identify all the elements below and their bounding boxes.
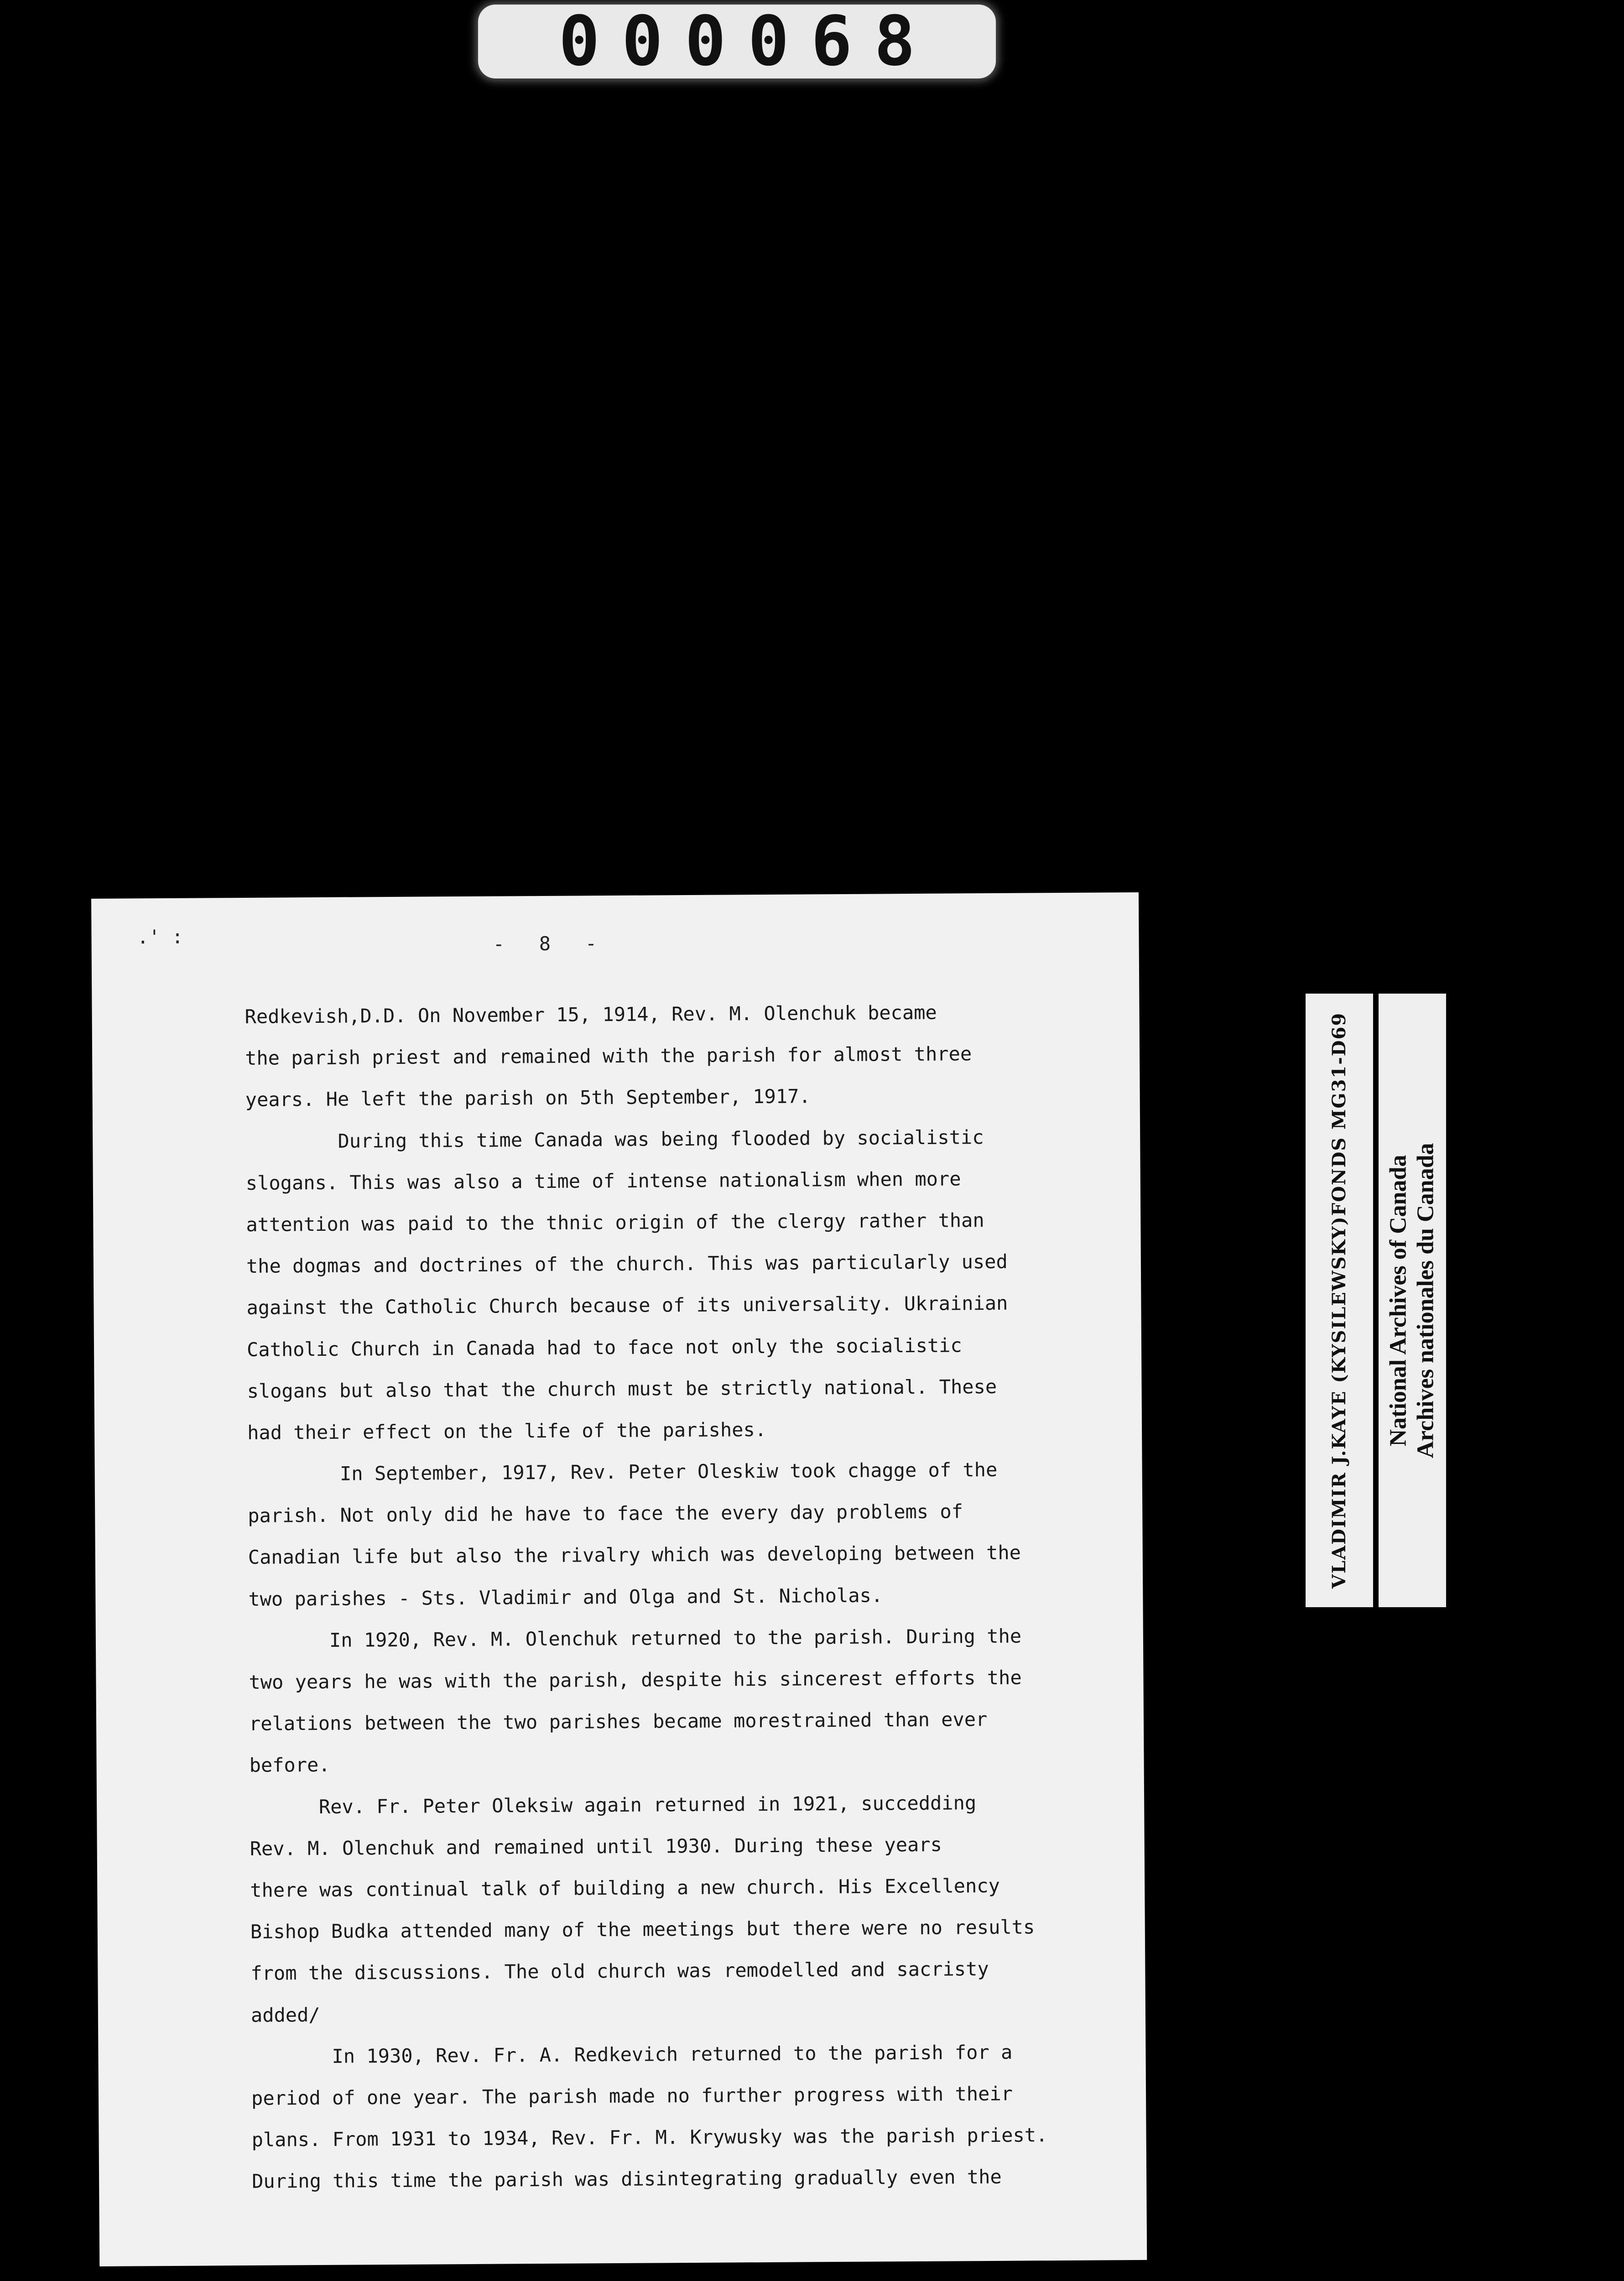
- text-line: Rev. M. Olenchuk and remained until 1930. During these years: [250, 1833, 942, 1860]
- archives-label: [1379, 994, 1446, 1607]
- text-line: there was continual talk of building a new church. His Excellency: [250, 1874, 1000, 1901]
- text-line: added/: [250, 2003, 320, 2026]
- text-line: slogans but also that the church must be strictly national. These: [247, 1375, 997, 1402]
- archives-label-text: [1385, 1143, 1440, 1458]
- text-line: plans. From 1931 to 1934, Rev. Fr. M. Krywusky was the parish priest.: [251, 2124, 1048, 2151]
- frame-counter: [478, 2, 996, 81]
- text-line: attention was paid to the thnic origin of the clergy rather than: [246, 1208, 984, 1236]
- text-line: years. He left the parish on 5th September, 1917.: [245, 1085, 811, 1111]
- document-page: [91, 892, 1147, 2266]
- text-line: two years he was with the parish, despite his sincerest efforts the: [249, 1666, 1022, 1693]
- text-line: During this time the parish was disintegrating gradually even the: [252, 2166, 1002, 2193]
- text-line: Catholic Church in Canada had to face not only the socialistic: [246, 1333, 962, 1361]
- text-line: Redkevish,D.D. On November 15, 1914, Rev. M. Olenchuk became: [245, 1001, 937, 1028]
- text-line: During this time Canada was being flooded by socialistic: [245, 1125, 984, 1153]
- typed-body-text: [245, 990, 1141, 2202]
- text-line: against the Catholic Church because of its universality. Ukrainian: [246, 1292, 1008, 1319]
- margin-marks: .' :: [137, 925, 183, 948]
- text-line: Bishop Budka attended many of the meetings but there were no results: [250, 1916, 1035, 1943]
- text-line: parish. Not only did he have to face the every day problems of: [248, 1500, 963, 1527]
- page-number: - 8 -: [493, 932, 597, 955]
- text-line: the dogmas and doctrines of the church. This was particularly used: [246, 1250, 1008, 1278]
- text-line: In September, 1917, Rev. Peter Oleskiw took chagge of the: [247, 1458, 998, 1485]
- text-line: relations between the two parishes became morestrained than ever: [249, 1708, 988, 1735]
- text-line: from the discussions. The old church was remodelled and sacristy: [250, 1958, 989, 1985]
- text-line: In 1920, Rev. M. Olenchuk returned to the parish. During the: [248, 1625, 1022, 1652]
- text-line: Canadian life but also the rivalry which was developing between the: [248, 1541, 1021, 1569]
- text-line: two parishes - Sts. Vladimir and Olga and St. Nicholas.: [248, 1584, 883, 1610]
- institution-name-en: National Archives of Canada: [1385, 1155, 1411, 1446]
- fonds-label: [1306, 994, 1373, 1607]
- text-line: slogans. This was also a time of intense nationalism when more: [245, 1167, 961, 1194]
- fonds-label-text: VLADIMIR J.KAYE (KYSILEWSKY)FONDS MG31-D69: [1328, 1012, 1350, 1589]
- frame-number: 000068: [558, 2, 937, 81]
- text-line: period of one year. The parish made no further progress with their: [251, 2082, 1013, 2109]
- text-line: Rev. Fr. Peter Oleksiw again returned in 1921, succedding: [250, 1791, 977, 1818]
- text-line: before.: [249, 1754, 330, 1777]
- text-line: the parish priest and remained with the parish for almost three: [245, 1042, 972, 1070]
- text-line: In 1930, Rev. Fr. A. Redkevich returned to the parish for a: [251, 2041, 1013, 2068]
- institution-name-fr: Archives nationales du Canada: [1413, 1142, 1439, 1458]
- text-line: had their effect on the life of the parishes.: [247, 1418, 767, 1444]
